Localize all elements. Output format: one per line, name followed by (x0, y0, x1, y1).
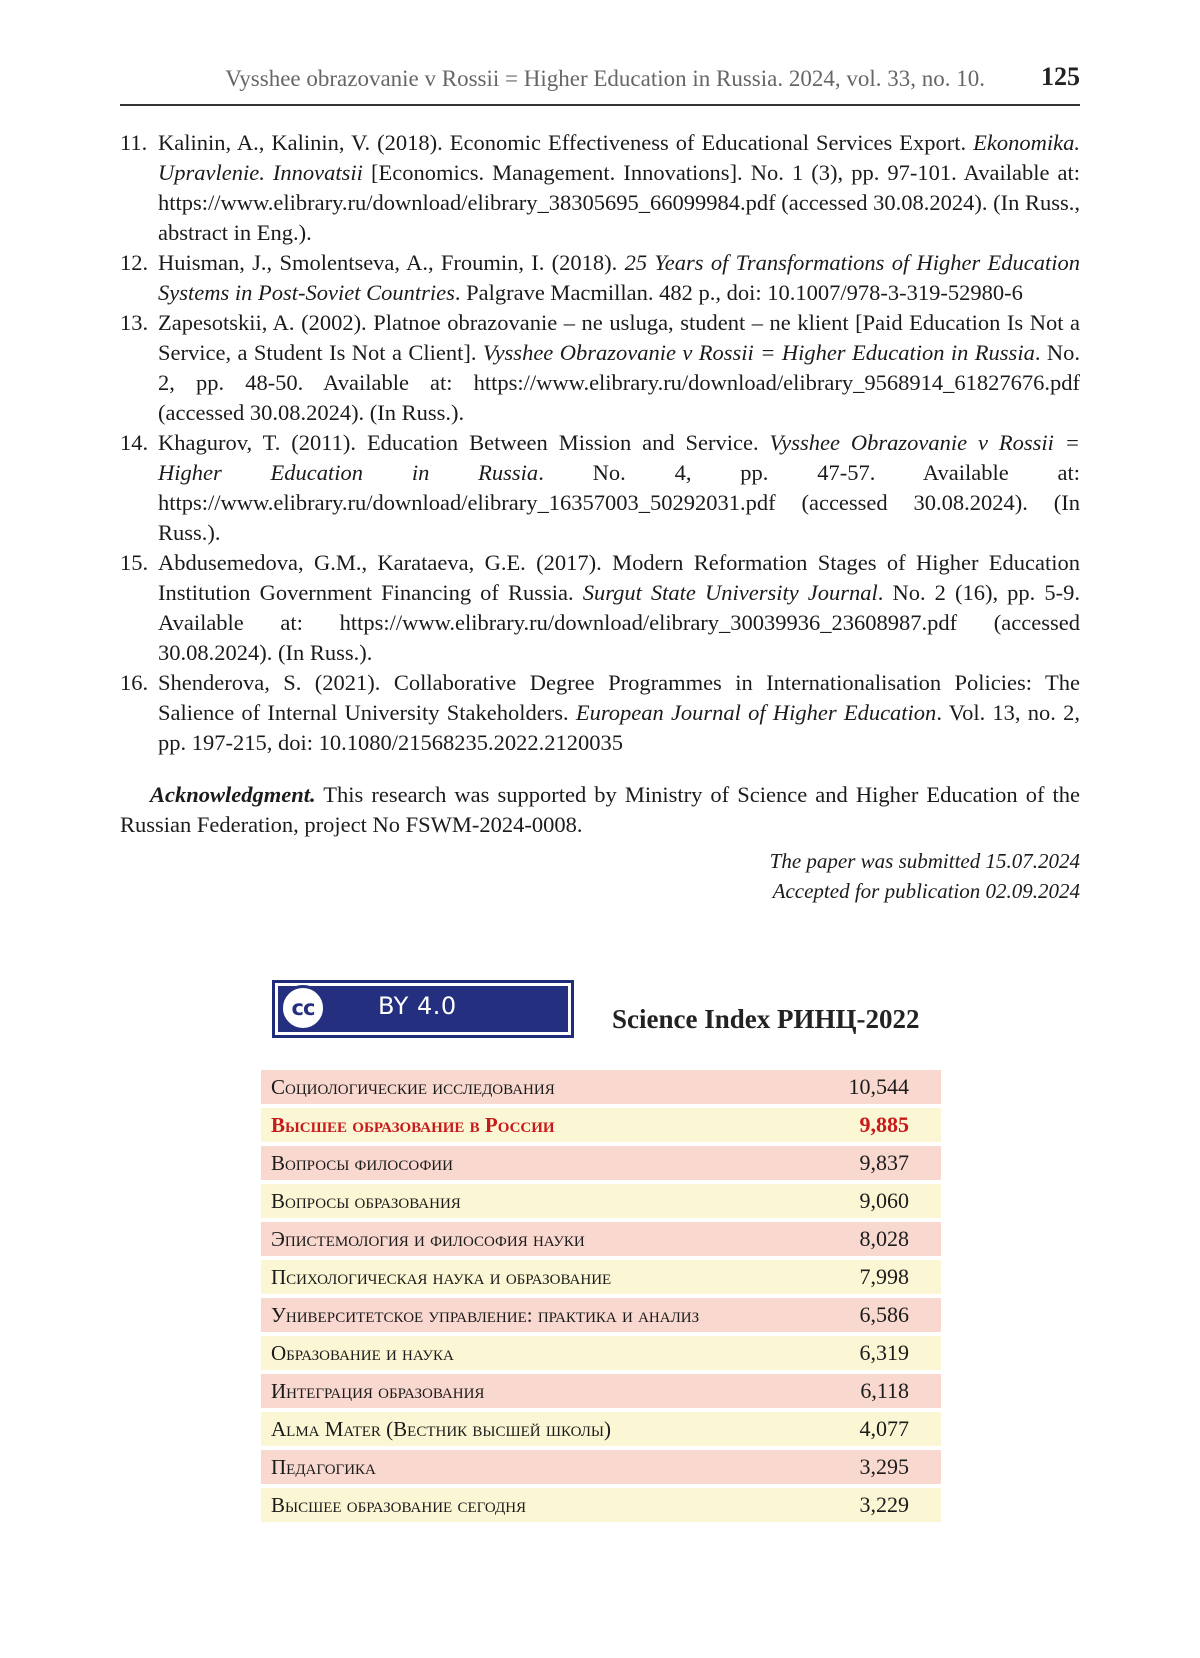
submitted-date: The paper was submitted 15.07.2024 (769, 849, 1080, 873)
reference-item (120, 668, 1080, 758)
journal-name: Эпистемология и философия науки (261, 1222, 789, 1256)
acknowledgment-text: This research was supported by Ministry of Science and Higher Education of the Russian Federation, project No FSWM-2024-0008. (120, 781, 1080, 837)
journal-index-value: 3,295 (789, 1450, 941, 1484)
acknowledgment (120, 780, 1080, 840)
reference-source-title: 25 Years of Transformations of Higher Education Systems in Post-Soviet Countries (158, 250, 1080, 305)
reference-item (120, 308, 1080, 428)
license-text: BY 4.0 (378, 992, 457, 1020)
reference-source-title: Surgut State University Journal (582, 580, 878, 605)
journal-index-value: 8,028 (789, 1222, 941, 1256)
journal-name: Вопросы философии (261, 1146, 789, 1180)
table-row (261, 1450, 941, 1484)
reference-number: 16. (120, 670, 149, 695)
reference-source-title: European Journal of Higher Education (575, 700, 937, 725)
reference-text: Zapesotskii, A. (2002). Platnoe obrazovanie – ne usluga, student – ne klient [Paid Education Is Not a Service, a Student Is Not a Client]. (158, 310, 1080, 365)
submission-dates (770, 846, 1080, 906)
table-row (261, 1260, 941, 1294)
table-row (261, 1146, 941, 1180)
reference-text: Kalinin, A., Kalinin, V. (2018). Economic Effectiveness of Educational Services Export. (158, 130, 974, 155)
reference-text: Huisman, J., Smolentseva, A., Froumin, I. (2018). (158, 250, 625, 275)
reference-text: Shenderova, S. (2021). Collaborative Degree Programmes in Internationalisation Policies: The Salience of Internal University Stakeholders. (158, 670, 1080, 725)
page-number: 125 (1041, 62, 1080, 91)
reference-number: 14. (120, 430, 149, 455)
reference-text: . Palgrave Macmillan. 482 p., doi: 10.1007/978-3-319-52980-6 (454, 280, 1023, 305)
creative-commons-icon: cc (280, 985, 326, 1031)
reference-source-title: Ekonomika. Upravlenie. Innovatsii (158, 130, 1080, 185)
reference-item (120, 128, 1080, 248)
table-row (261, 1374, 941, 1408)
cc-license-badge (272, 980, 574, 1038)
journal-name: Интеграция образования (261, 1374, 789, 1408)
journal-index-value: 9,885 (789, 1108, 941, 1142)
science-index-title: Science Index РИНЦ-2022 (612, 1004, 920, 1034)
reference-item (120, 428, 1080, 548)
table-row (261, 1108, 941, 1142)
journal-name: Высшее образование сегодня (261, 1488, 789, 1522)
table-row (261, 1222, 941, 1256)
journal-name: Университетское управление: практика и анализ (261, 1298, 789, 1332)
reference-item (120, 248, 1080, 308)
table-row (261, 1184, 941, 1218)
journal-index-value: 4,077 (789, 1412, 941, 1446)
journal-name: Вопросы образования (261, 1184, 789, 1218)
table-row (261, 1070, 941, 1104)
reference-number: 11. (120, 130, 148, 155)
reference-text: [Economics. Management. Innovations]. No. 1 (3), pp. 97-101. Available at: https://www.elibrary.ru/download/elibrary_38305695_66099984.pdf (accessed 30.08.2024). (In Russ., abstract in Eng.). (158, 160, 1080, 245)
journal-name: Педагогика (261, 1450, 789, 1484)
reference-item (120, 548, 1080, 668)
journal-name: Психологическая наука и образование (261, 1260, 789, 1294)
journal-name: Высшее образование в России (261, 1108, 789, 1142)
journal-name: Образование и наука (261, 1336, 789, 1370)
journal-index-value: 10,544 (789, 1070, 941, 1104)
table-row (261, 1412, 941, 1446)
journal-index-value: 6,586 (789, 1298, 941, 1332)
reference-number: 12. (120, 250, 149, 275)
journal-index-value: 6,118 (789, 1374, 941, 1408)
journal-index-value: 6,319 (789, 1336, 941, 1370)
reference-text: Abdusemedova, G.M., Karataeva, G.E. (2017). Modern Reformation Stages of Higher Education Institution Government Financing of Russia. (158, 550, 1080, 605)
table-row (261, 1298, 941, 1332)
journal-index-value: 3,229 (789, 1488, 941, 1522)
journal-index-value: 7,998 (789, 1260, 941, 1294)
reference-number: 13. (120, 310, 149, 335)
journal-name: Alma Mater (Вестник высшей школы) (261, 1412, 789, 1446)
table-row (261, 1336, 941, 1370)
table-row (261, 1488, 941, 1522)
reference-source-title: Vysshee Obrazovanie v Rossii = Higher Education in Russia (482, 340, 1035, 365)
running-title: Vysshee obrazovanie v Rossii = Higher Education in Russia. 2024, vol. 33, no. 10. (225, 66, 985, 91)
acknowledgment-label: Acknowledgment. (150, 781, 316, 807)
page-header (120, 60, 1080, 106)
accepted-date: Accepted for publication 02.09.2024 (772, 879, 1080, 903)
reference-text: . Vol. 13, no. 2, pp. 197-215, doi: 10.1080/21568235.2022.2120035 (158, 700, 1080, 755)
journal-name: Социологические исследования (261, 1070, 789, 1104)
reference-number: 15. (120, 550, 149, 575)
reference-text: . No. 4, pp. 47-57. Available at: https://www.elibrary.ru/download/elibrary_16357003_50292031.pdf (accessed 30.08.2024). (In Russ.). (158, 460, 1080, 545)
science-index-table (261, 1066, 941, 1526)
reference-list (120, 128, 1080, 758)
journal-index-value: 9,837 (789, 1146, 941, 1180)
reference-source-title: Vysshee Obrazovanie v Rossii = Higher Education in Russia (158, 430, 1080, 485)
reference-text: Khagurov, T. (2011). Education Between Mission and Service. (158, 430, 770, 455)
reference-text: . No. 2 (16), pp. 5-9. Available at: https://www.elibrary.ru/download/elibrary_30039936_23608987.pdf (accessed 30.08.2024). (In Russ.). (158, 580, 1080, 665)
journal-index-value: 9,060 (789, 1184, 941, 1218)
reference-text: . No. 2, pp. 48-50. Available at: https://www.elibrary.ru/download/elibrary_9568914_61827676.pdf (accessed 30.08.2024). (In Russ.). (158, 340, 1080, 425)
